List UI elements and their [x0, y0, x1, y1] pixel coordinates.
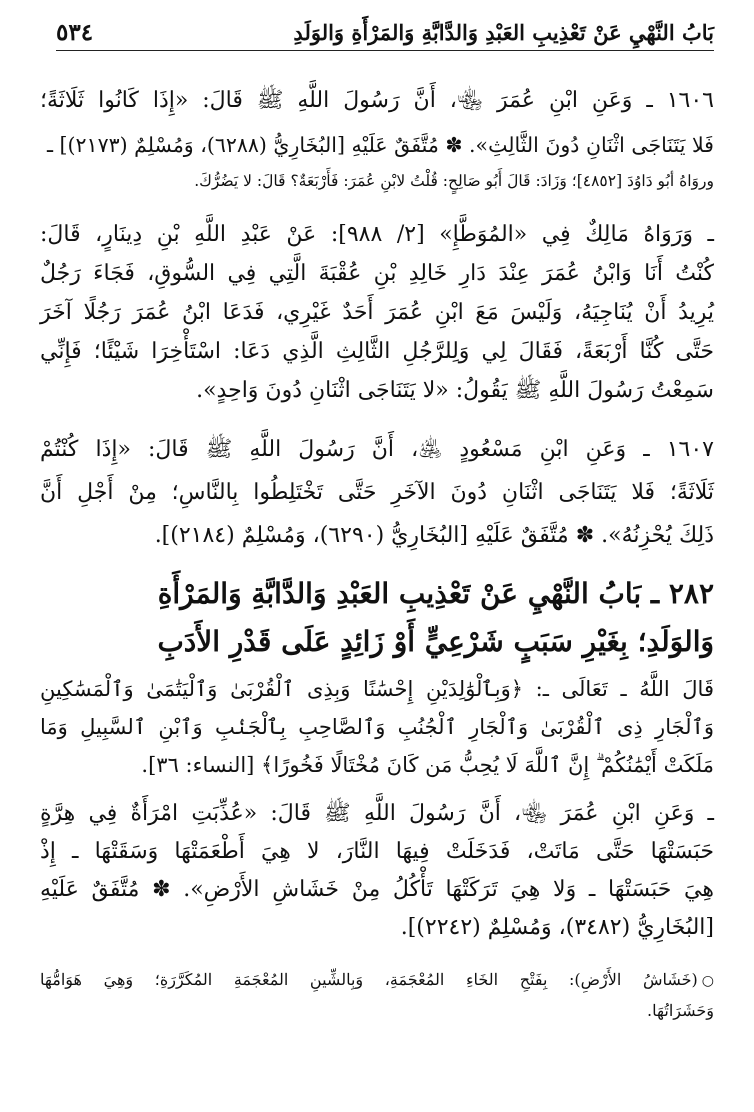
page-header	[56, 14, 714, 51]
text-line: ـ وَرَوَاهُ مَالِكٌ فِي «المُوَطَّإِ» [٢/ ٩٨٨]: عَنْ عَبْدِ اللَّهِ بْنِ دِينَارٍ، قَالَ:	[40, 222, 714, 247]
text-line: كُنْتُ أَنَا وَابْنُ عُمَرَ عِنْدَ دَارِ خَالِدِ بْنِ عُقْبَةَ الَّتِي فِي السُّوقِ، فَجَاءَ رَجُلٌ	[40, 261, 714, 286]
text-line: ذَلِكَ يُحْزِنُهُ». ✽ مُتَّفَقٌ عَلَيْهِ [البُخَارِيُّ (٦٢٩٠)، وَمُسْلِمٌ (٢١٨٤)].	[154, 523, 714, 548]
text-line: فَلا يَتَنَاجَى اثْنَانِ دُونَ الثَّالِثِ». ✽ مُتَّفَقٌ عَلَيْهِ [البُخَارِيُّ (٦٢٨٨)، وَمُسْلِمٌ (٢١٧٣)] ـ	[47, 133, 714, 157]
text-line: ثَلَاثَةً؛ فَلا يَتَنَاجَى اثْنَانِ دُونَ الآخَرِ حَتَّى تَخْتَلِطُوا بِالنَّاسِ؛ مِنْ أَجْلِ أَنَّ	[40, 480, 714, 505]
circle-bullet-icon: ○	[701, 973, 714, 989]
footnote-text: (خَشَاشُ الأَرْضِ): بِفَتْحِ الخَاءِ المُعْجَمَةِ، وَبِالشِّينِ المُعْجَمَةِ المُكَرَّرَةِ؛ وَهِيَ هَوَامُّهَا	[40, 970, 698, 989]
muwatta-narration	[40, 215, 714, 410]
hadith-1606-note	[40, 170, 714, 192]
text-line: قَالَ اللَّهُ ـ تَعَالَى ـ: ﴿وَبِٱلْوَٰلِدَيْنِ إِحْسَٰنًا وَبِذِى ٱلْقُرْبَىٰ وَٱلْيَتَٰمَىٰ وَٱلْمَسَٰكِينِ	[40, 677, 714, 701]
footnote	[40, 965, 714, 1026]
chapter-heading	[40, 570, 714, 666]
text-line: [البُخَارِيُّ (٣٤٨٢)، وَمُسْلِمٌ (٢٢٤٢)].	[400, 915, 714, 940]
text-line: مَلَكَتْ أَيْمَٰنُكُمْ ۗ إِنَّ ٱللَّهَ لَا يُحِبُّ مَن كَانَ مُخْتَالًا فَخُورًا﴾ [النساء: ٣٦].	[141, 753, 714, 777]
chapter-title-line: ٢٨٢ ـ بَابُ النَّهْيِ عَنْ تَعْذِيبِ العَبْدِ وَالدَّابَّةِ وَالمَرْأَةِ	[157, 577, 714, 610]
running-title: بَابُ النَّهْيِ عَنْ تَعْذِيبِ العَبْدِ وَالدَّابَّةِ وَالمَرْأَةِ وَالوَلَدِ	[293, 19, 714, 45]
footnote-line: وَحَشَرَاتُهَا.	[647, 1001, 714, 1020]
text-line: ١٦٠٦ ـ وَعَنِ ابْنِ عُمَرَ ﵄، أَنَّ رَسُولَ اللَّهِ ﷺ قَالَ: «إِذَا كَانُوا ثَلَاثَةً؛	[40, 88, 714, 113]
text-line: ١٦٠٧ ـ وَعَنِ ابْنِ مَسْعُودٍ ﵁، أَنَّ رَسُولَ اللَّهِ ﷺ قَالَ: «إِذَا كُنْتُمْ	[40, 437, 714, 462]
text-line: حَتَّى كُنَّا أَرْبَعَةً، فَقَالَ لِي وَلِلرَّجُلِ الثَّالِثِ الَّذِي دَعَا: اسْتَأْخِرَا شَيْئًا؛ فَإِنِّي	[40, 339, 714, 364]
text-line: وروَاهُ أبُو دَاوُدَ [٤٨٥٢]؛ وَزَادَ: قَالَ أَبُو صَالِحٍ: قُلْتُ لابْنِ عُمَرَ: فَأَرْبَعَةٌ؟ قَالَ: لا يَضُرُّكَ.	[194, 172, 714, 190]
hadith-1607	[40, 428, 714, 557]
text-line: وَٱلْجَارِ ذِى ٱلْقُرْبَىٰ وَٱلْجَارِ ٱلْجُنُبِ وَٱلصَّاحِبِ بِٱلْجَنۢبِ وَٱبْنِ ٱلسَّبِيلِ وَمَا	[40, 715, 714, 739]
quran-verse	[40, 670, 714, 784]
hadith-1606	[40, 78, 714, 168]
hadith-ibn-umar-cat	[40, 795, 714, 947]
text-line: ـ وَعَنِ ابْنِ عُمَرَ ﵄، أَنَّ رَسُولَ اللَّهِ ﷺ قَالَ: «عُذِّبَتِ امْرَأَةٌ فِي هِرَّةٍ	[40, 801, 714, 826]
footnote-line	[40, 965, 714, 996]
text-line: سَمِعْتُ رَسُولَ اللَّهِ ﷺ يَقُولُ: «لا يَتَنَاجَى اثْنَانِ دُونَ وَاحِدٍ».	[196, 378, 714, 403]
text-line: هِيَ حَبَسَتْهَا ـ وَلا هِيَ تَرَكَتْهَا تَأْكُلُ مِنْ خَشَاشِ الأَرْضِ». ✽ مُتَّفَقٌ عَلَيْهِ	[40, 877, 714, 902]
chapter-title-line: وَالوَلَدِ؛ بِغَيْرِ سَبَبٍ شَرْعِيٍّ أَوْ زَائِدٍ عَلَى قَدْرِ الأَدَبِ	[157, 625, 714, 658]
page-number: ٥٣٤	[56, 18, 94, 46]
text-line: حَبَسَتْهَا حَتَّى مَاتَتْ، فَدَخَلَتْ فِيهَا النَّارَ، لا هِيَ أَطْعَمَتْهَا وَسَقَتْهَا ـ إِذْ	[40, 839, 714, 864]
text-line: يُرِيدُ أَنْ يُنَاجِيَهُ، وَلَيْسَ مَعَ ابْنِ عُمَرَ أَحَدٌ غَيْرِي، فَدَعَا ابْنُ عُمَرَ رَجُلًا آخَرَ	[40, 300, 714, 325]
